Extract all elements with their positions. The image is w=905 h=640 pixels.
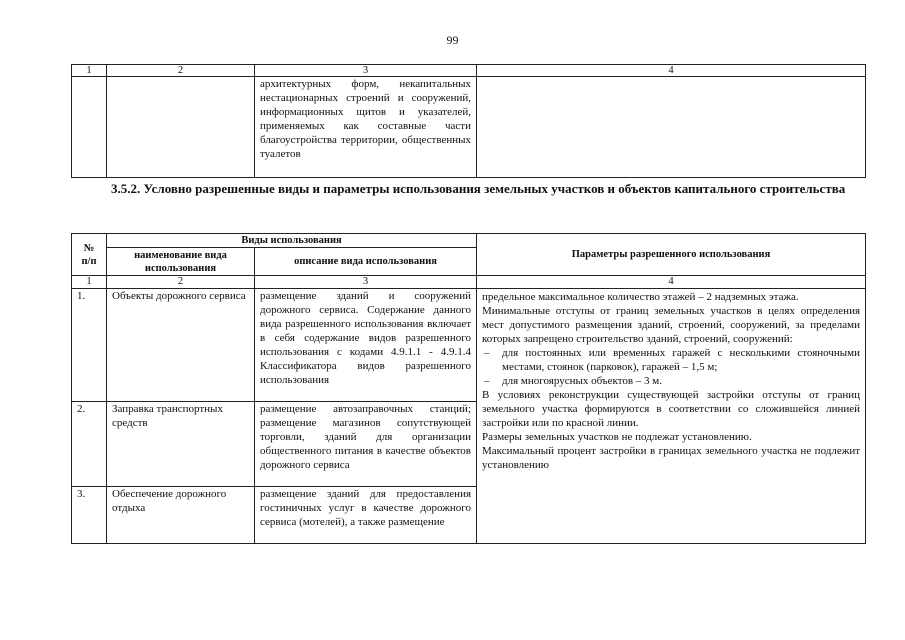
- param-max-floors: предельное максимальное количество этажей – 2 надземных этажа.: [482, 291, 799, 303]
- section-heading: 3.5.2. Условно разрешенные виды и параметры использования земельных участков и объектов капитального строительства: [111, 181, 846, 196]
- list-item: [482, 374, 860, 388]
- use-name-header: наименование вида использования: [107, 248, 255, 276]
- params-cell: [477, 289, 866, 544]
- table-row: [72, 289, 866, 402]
- header-row: [72, 234, 866, 248]
- param-coverage: Максимальный процент застройки в границах земельного участка не подлежит установлению: [482, 445, 861, 471]
- params-header: Параметры разрешенного использования: [477, 234, 866, 276]
- use-description-cell: размещение зданий для предоставления гостиничных услуг в качестве дорожного сервиса (мотелей), а также размещение: [255, 487, 477, 544]
- col-number-cell: 3: [255, 276, 477, 289]
- dash-marker: –: [484, 347, 490, 359]
- column-number-row: [72, 65, 866, 77]
- page-number: 99: [446, 33, 459, 47]
- use-description-cell: размещение зданий и сооружений дорожного сервиса. Содержание данного вида разрешенного использования включает в себя содержание видов разрешенного использования с кодами 4.9.1.1 - 4.9.1.4 Классификатора видов разрешенного использования: [255, 289, 477, 402]
- column-number-row: [72, 276, 866, 289]
- param-multilevel-setback: для многоярусных объектов – 3 м.: [502, 375, 663, 387]
- col-number-cell: 1: [72, 276, 107, 289]
- row-number-cell: [72, 77, 107, 178]
- num-header: № п/п: [72, 234, 107, 276]
- col-number-cell: 4: [477, 276, 866, 289]
- param-lot-size: Размеры земельных участков не подлежат установлению.: [482, 431, 752, 443]
- list-item: [482, 346, 860, 374]
- row-number-cell: 3.: [72, 487, 107, 544]
- use-name-cell: Объекты дорожного сервиса: [107, 289, 255, 402]
- top-table: [71, 64, 866, 178]
- col-number-cell: 1: [72, 65, 107, 77]
- use-name-cell: Заправка транспортных средств: [107, 402, 255, 487]
- col-number-cell: 3: [255, 65, 477, 77]
- use-name-cell: Обеспечение дорожного отдыха: [107, 487, 255, 544]
- table-row: [72, 77, 866, 178]
- param-reconstruction: В условиях реконструкции существующей застройки отступы от границ земельного участка формируются в соответствии со сложившейся линией застройки или по красной линии.: [482, 389, 861, 429]
- col-number-cell: 2: [107, 276, 255, 289]
- use-description-cell: размещение автозаправочных станций; размещение магазинов сопутствующей торговли, зданий для организации общественного питания в качестве объектов дорожного сервиса: [255, 402, 477, 487]
- col-number-cell: 4: [477, 65, 866, 77]
- col-number-cell: 2: [107, 65, 255, 77]
- param-garage-setback: для постоянных или временных гаражей с несколькими стояночными местами, стоянок (парковок), гаражей – 1,5 м;: [502, 347, 861, 373]
- row-number-cell: 2.: [72, 402, 107, 487]
- dash-marker: –: [484, 375, 490, 387]
- use-description-cell: архитектурных форм, некапитальных нестационарных строений и сооружений, информационных щитов и указателей, применяемых как составные части благоустройства территории, общественных туалетов: [255, 77, 477, 178]
- row-number-cell: 1.: [72, 289, 107, 402]
- use-description-header: описание вида использования: [255, 248, 477, 276]
- uses-group-header: Виды использования: [107, 234, 477, 248]
- main-table: [71, 233, 866, 544]
- params-cell: [477, 77, 866, 178]
- use-name-cell: [107, 77, 255, 178]
- param-setbacks: Минимальные отступы от границ земельных участков в целях определения мест допустимого размещения зданий, строений, сооружений, за пределами которых запрещено строительство зданий, строений, сооружений:: [482, 305, 861, 345]
